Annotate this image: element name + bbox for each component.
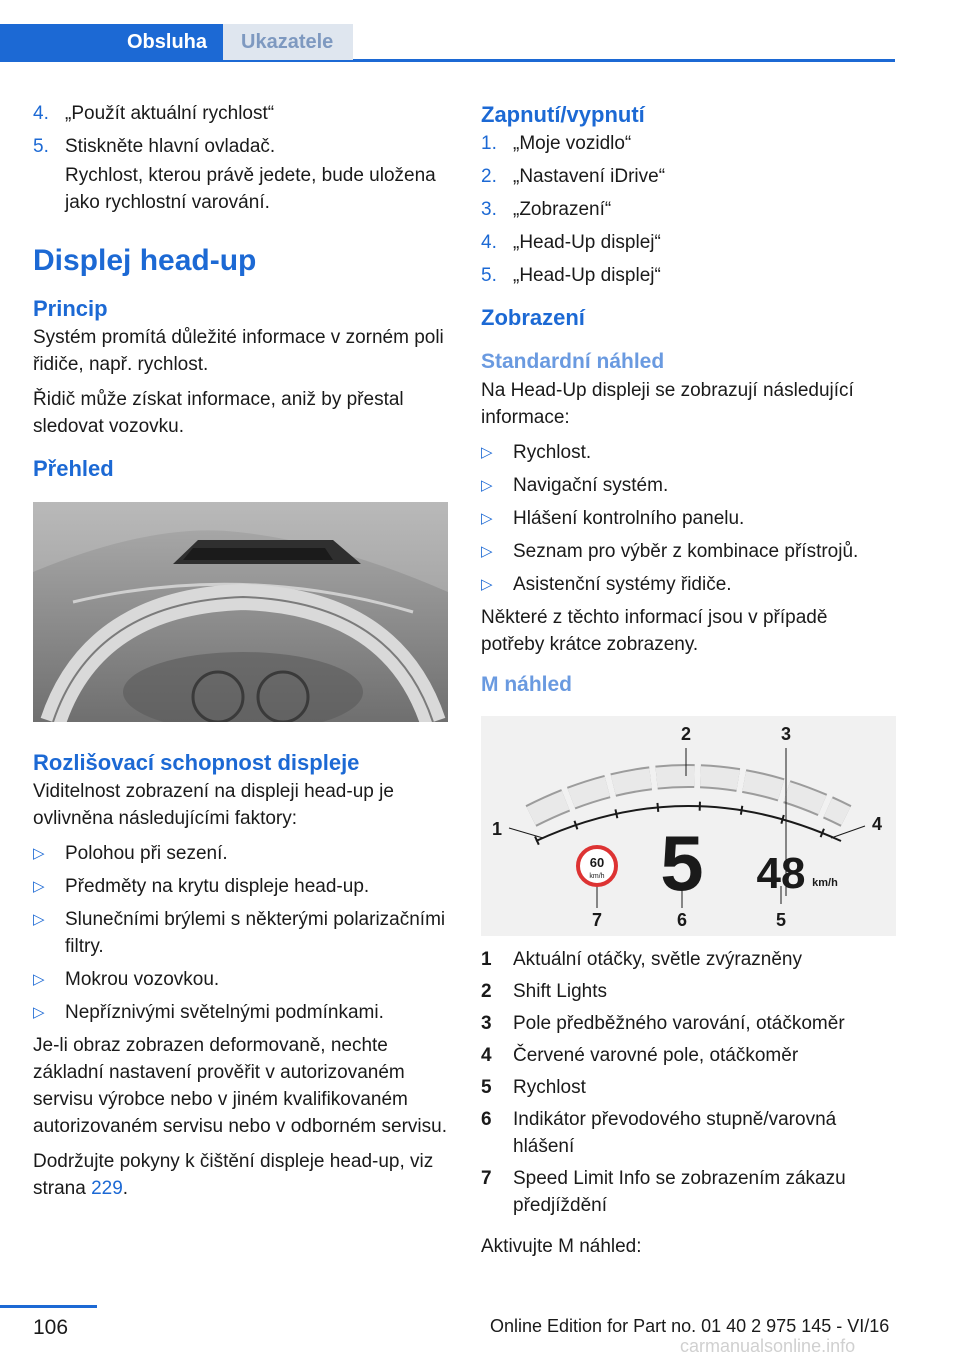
tab-ukazatele[interactable]: Ukazatele — [223, 24, 353, 60]
legend-number: 4 — [481, 1045, 492, 1066]
standard-heading: Standardní náhled — [481, 350, 665, 373]
legend-item — [481, 1010, 896, 1037]
list-item-text: Nepříznivými světelnými podmínkami. — [65, 1002, 384, 1023]
figure-legend — [481, 946, 896, 1219]
step-number: 2. — [481, 166, 497, 187]
triangle-bullet-icon: ▷ — [33, 845, 45, 862]
list-item-text: Hlášení kontrolního panelu. — [513, 508, 745, 529]
list-item-text: Mokrou vozovkou. — [65, 969, 220, 990]
triangle-bullet-icon: ▷ — [481, 477, 493, 494]
triangle-bullet-icon: ▷ — [481, 543, 493, 560]
list-item — [33, 999, 449, 1026]
edition-text: Online Edition for Part no. 01 40 2 975 145 - VI/16 — [490, 1316, 890, 1336]
list-item — [33, 840, 449, 867]
right-column — [481, 100, 896, 1268]
prehled-heading: Přehled — [33, 456, 114, 481]
list-item — [33, 966, 449, 993]
list-item — [481, 196, 896, 223]
legend-text: Červené varovné pole, otáčkoměr — [513, 1045, 799, 1066]
legend-item — [481, 946, 896, 973]
list-item-text: Navigační systém. — [513, 475, 669, 496]
list-item — [481, 439, 896, 466]
list-item — [33, 100, 449, 127]
legend-item — [481, 1165, 896, 1219]
speed-value: 48 — [756, 849, 806, 898]
cleaning-paragraph — [33, 1148, 449, 1202]
callout-6: 6 — [676, 910, 688, 930]
cleaning-end: . — [122, 1178, 129, 1199]
list-item-text: Rychlost. — [513, 442, 592, 463]
list-item — [481, 229, 896, 256]
dashboard-photo — [33, 502, 448, 722]
callout-2: 2 — [680, 724, 692, 744]
callout-4: 4 — [871, 814, 883, 834]
legend-number: 7 — [481, 1168, 492, 1189]
step-number: 5. — [481, 265, 497, 286]
legend-text: Speed Limit Info se zobrazením zákazu předjíždění — [513, 1168, 846, 1216]
gear-indicator: 5 — [660, 819, 704, 907]
list-item-text: Předměty na krytu displeje head-up. — [65, 876, 370, 897]
factors-list — [33, 840, 449, 1026]
legend-text: Pole předběžného varování, otáčkoměr — [513, 1013, 845, 1034]
step-text: „Moje vozidlo“ — [513, 133, 632, 154]
m-view-heading: M náhled — [481, 673, 573, 696]
deformation-paragraph: Je-li obraz zobrazen deformovaně, nechte základní nastavení prověřit v autorizovaném servisu výrobce nebo v jiném kvalifikovaném autorizovaném servisu nebo v odborném servisu. — [33, 1035, 447, 1137]
zobrazeni-heading: Zobrazení — [481, 305, 585, 330]
legend-number: 5 — [481, 1077, 492, 1098]
list-item — [481, 505, 896, 532]
left-column — [33, 100, 449, 1210]
list-item-text: Slunečními brýlemi s některými polarizačními filtry. — [65, 909, 446, 957]
page-number: 106 — [33, 1316, 69, 1339]
princip-paragraph-2: Řidič může získat informace, aniž by přestal sledovat vozovku. — [33, 389, 404, 437]
standard-list — [481, 439, 896, 598]
step-text: „Nastavení iDrive“ — [513, 166, 666, 187]
triangle-bullet-icon: ▷ — [481, 576, 493, 593]
speed-unit: km/h — [812, 877, 838, 889]
legend-item — [481, 1106, 896, 1160]
step-text: „Head-Up displej“ — [513, 265, 661, 286]
list-item-text: Asistenční systémy řidiče. — [513, 574, 732, 595]
princip-paragraph-1: Systém promítá důležité informace v zorném poli řidiče, např. rychlost. — [33, 327, 444, 375]
legend-text: Shift Lights — [513, 981, 607, 1002]
triangle-bullet-icon: ▷ — [33, 971, 45, 988]
princip-heading: Princip — [33, 296, 108, 321]
list-item — [481, 130, 896, 157]
triangle-bullet-icon: ▷ — [481, 444, 493, 461]
standard-intro: Na Head-Up displeji se zobrazují následující informace: — [481, 380, 854, 428]
callout-7: 7 — [591, 910, 603, 930]
triangle-bullet-icon: ▷ — [33, 911, 45, 928]
legend-number: 1 — [481, 949, 492, 970]
list-item-text: Polohou při sezení. — [65, 843, 228, 864]
zapnuti-steps — [481, 130, 896, 289]
step-number: 3. — [481, 199, 497, 220]
triangle-bullet-icon: ▷ — [33, 878, 45, 895]
step-text: „Zobrazení“ — [513, 199, 612, 220]
section-heading: Displej head-up — [33, 244, 257, 277]
step-number: 1. — [481, 133, 497, 154]
speed-limit-unit: km/h — [589, 873, 605, 880]
callout-5: 5 — [775, 910, 787, 930]
step-text: „Head-Up displej“ — [513, 232, 661, 253]
legend-number: 3 — [481, 1013, 492, 1034]
legend-item — [481, 978, 896, 1005]
callout-1: 1 — [491, 819, 503, 839]
triangle-bullet-icon: ▷ — [481, 510, 493, 527]
list-item — [33, 133, 449, 160]
steps-list — [33, 100, 449, 160]
rozlis-intro: Viditelnost zobrazení na displeji head-up je ovlivněna následujícími faktory: — [33, 781, 394, 829]
list-item — [481, 163, 896, 190]
step-number: 4. — [481, 232, 497, 253]
cleaning-text: Dodržujte pokyny k čištění displeje head-up, viz strana — [33, 1151, 434, 1199]
footer-rule — [0, 1305, 97, 1308]
legend-number: 2 — [481, 981, 492, 1002]
callout-3: 3 — [780, 724, 792, 744]
section-tabs — [0, 24, 895, 62]
step-number: 4. — [33, 103, 49, 124]
rozlis-heading: Rozlišovací schopnost displeje — [33, 750, 360, 775]
standard-note: Některé z těchto informací jsou v případě potřeby krátce zobrazeny. — [481, 607, 828, 655]
step-result: Rychlost, kterou právě jedete, bude uložena jako rychlostní varování. — [65, 165, 436, 213]
list-item-text: Seznam pro výběr z kombinace přístrojů. — [513, 541, 859, 562]
list-item — [481, 472, 896, 499]
watermark: carmanualsonline.info — [680, 1336, 856, 1356]
list-item — [481, 262, 896, 289]
list-item — [481, 571, 896, 598]
zapnuti-heading: Zapnutí/vypnutí — [481, 102, 645, 127]
tab-obsluha[interactable]: Obsluha — [0, 24, 223, 60]
m-view-figure — [481, 716, 896, 936]
activate-text: Aktivujte M náhled: — [481, 1236, 642, 1257]
legend-text: Aktuální otáčky, světle zvýrazněny — [513, 949, 802, 970]
step-number: 5. — [33, 136, 49, 157]
triangle-bullet-icon: ▷ — [33, 1004, 45, 1021]
speed-limit-value: 60 — [589, 855, 605, 870]
list-item — [481, 538, 896, 565]
legend-text: Rychlost — [513, 1077, 586, 1098]
legend-text: Indikátor převodového stupně/varovná hlášení — [513, 1109, 837, 1157]
page-link-229[interactable]: 229 — [91, 1178, 123, 1199]
legend-item — [481, 1042, 896, 1069]
step-text: Stiskněte hlavní ovladač. — [65, 136, 276, 157]
list-item — [33, 906, 449, 960]
legend-number: 6 — [481, 1109, 492, 1130]
legend-item — [481, 1074, 896, 1101]
step-text: „Použít aktuální rychlost“ — [65, 103, 275, 124]
list-item — [33, 873, 449, 900]
